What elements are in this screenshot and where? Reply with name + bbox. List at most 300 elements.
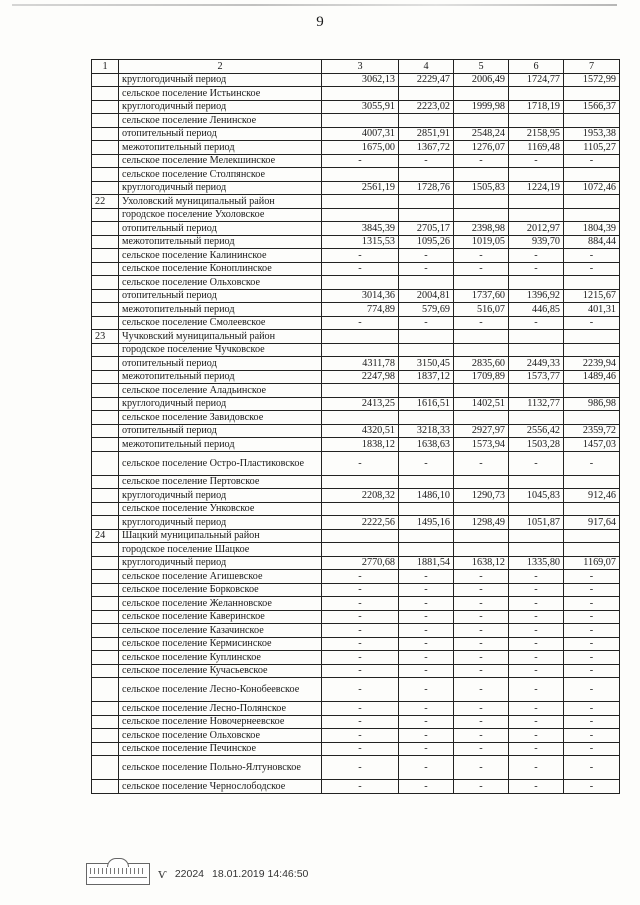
value-cell — [564, 343, 620, 357]
row-label: круглогодичный период — [119, 489, 322, 503]
row-index — [92, 357, 119, 371]
signature-mark: ѵ — [158, 866, 167, 882]
table-row — [92, 624, 620, 638]
value-cell — [322, 195, 399, 209]
value-cell: - — [509, 715, 564, 729]
value-cell: 2449,33 — [509, 357, 564, 371]
value-cell: - — [564, 316, 620, 330]
table-row — [92, 702, 620, 716]
value-cell: 1724,77 — [509, 73, 564, 87]
value-cell: - — [564, 756, 620, 780]
table-row — [92, 516, 620, 530]
value-cell: - — [399, 583, 454, 597]
value-cell: 2229,47 — [399, 73, 454, 87]
value-cell: - — [509, 664, 564, 678]
value-cell — [564, 114, 620, 128]
row-label: сельское поселение Лесно-Конобеевское — [119, 678, 322, 702]
value-cell: 2413,25 — [322, 397, 399, 411]
value-cell: 1169,48 — [509, 141, 564, 155]
table-row — [92, 208, 620, 222]
value-cell: 3062,13 — [322, 73, 399, 87]
value-cell: - — [399, 570, 454, 584]
value-cell: - — [509, 756, 564, 780]
value-cell: 2548,24 — [454, 127, 509, 141]
value-cell: 774,89 — [322, 303, 399, 317]
header-cell: 3 — [322, 60, 399, 74]
value-cell: - — [322, 583, 399, 597]
value-cell — [399, 502, 454, 516]
scan-top-edge — [12, 4, 617, 6]
value-cell — [454, 168, 509, 182]
row-index — [92, 516, 119, 530]
row-label: межотопительный период — [119, 370, 322, 384]
value-cell: - — [322, 702, 399, 716]
value-cell: - — [322, 742, 399, 756]
value-cell: 1051,87 — [509, 516, 564, 530]
value-cell: - — [564, 729, 620, 743]
value-cell: - — [454, 637, 509, 651]
value-cell — [564, 384, 620, 398]
value-cell — [509, 502, 564, 516]
table-row — [92, 357, 620, 371]
table-row — [92, 664, 620, 678]
table-row — [92, 384, 620, 398]
value-cell — [399, 208, 454, 222]
table-row — [92, 637, 620, 651]
value-cell: - — [454, 729, 509, 743]
value-cell: - — [509, 583, 564, 597]
value-cell — [399, 543, 454, 557]
row-label: межотопительный период — [119, 141, 322, 155]
value-cell — [509, 384, 564, 398]
value-cell: 1999,98 — [454, 100, 509, 114]
value-cell: 1728,76 — [399, 181, 454, 195]
value-cell — [564, 168, 620, 182]
value-cell: 2223,02 — [399, 100, 454, 114]
value-cell: 2770,68 — [322, 556, 399, 570]
table-row — [92, 249, 620, 263]
value-cell: - — [399, 597, 454, 611]
value-cell: - — [399, 742, 454, 756]
value-cell: - — [454, 610, 509, 624]
value-cell: 2851,91 — [399, 127, 454, 141]
value-cell: - — [564, 262, 620, 276]
value-cell: - — [509, 624, 564, 638]
table-row — [92, 100, 620, 114]
table-row — [92, 678, 620, 702]
value-cell — [322, 411, 399, 425]
value-cell: - — [509, 651, 564, 665]
value-cell: 2705,17 — [399, 222, 454, 236]
row-index — [92, 678, 119, 702]
table-row — [92, 583, 620, 597]
row-index — [92, 570, 119, 584]
value-cell — [322, 543, 399, 557]
value-cell — [322, 343, 399, 357]
value-cell: 1505,83 — [454, 181, 509, 195]
value-cell — [322, 475, 399, 489]
value-cell — [454, 114, 509, 128]
value-cell: - — [322, 715, 399, 729]
value-cell — [322, 529, 399, 543]
row-index — [92, 475, 119, 489]
row-label: круглогодичный период — [119, 397, 322, 411]
value-cell: - — [454, 597, 509, 611]
value-cell: 1276,07 — [454, 141, 509, 155]
value-cell: 1095,26 — [399, 235, 454, 249]
row-index — [92, 289, 119, 303]
value-cell: - — [509, 742, 564, 756]
value-cell: 516,07 — [454, 303, 509, 317]
table-row — [92, 651, 620, 665]
value-cell — [322, 502, 399, 516]
value-cell — [399, 529, 454, 543]
value-cell: - — [322, 780, 399, 794]
value-cell: - — [322, 570, 399, 584]
building-stamp-icon — [86, 863, 150, 885]
value-cell: 1019,05 — [454, 235, 509, 249]
value-cell: - — [399, 154, 454, 168]
value-cell: 401,31 — [564, 303, 620, 317]
value-cell: - — [399, 316, 454, 330]
row-index — [92, 651, 119, 665]
row-index — [92, 702, 119, 716]
value-cell: - — [322, 262, 399, 276]
table-row — [92, 756, 620, 780]
row-label: сельское поселение Аладьинское — [119, 384, 322, 398]
value-cell: 1804,39 — [564, 222, 620, 236]
table-row — [92, 195, 620, 209]
page-number: 9 — [316, 14, 324, 30]
row-label: сельское поселение Унковское — [119, 502, 322, 516]
value-cell — [509, 114, 564, 128]
value-cell: 1573,94 — [454, 438, 509, 452]
value-cell — [322, 87, 399, 101]
table-row — [92, 87, 620, 101]
row-label: сельское поселение Коноплинское — [119, 262, 322, 276]
value-cell: - — [399, 756, 454, 780]
value-cell: - — [322, 154, 399, 168]
value-cell: 1573,77 — [509, 370, 564, 384]
value-cell: 4311,78 — [322, 357, 399, 371]
value-cell: - — [564, 780, 620, 794]
value-cell: 1675,00 — [322, 141, 399, 155]
value-cell: - — [509, 780, 564, 794]
value-cell: - — [564, 702, 620, 716]
value-cell: - — [509, 637, 564, 651]
doc-datetime: 18.01.2019 14:46:50 — [212, 868, 309, 880]
value-cell — [509, 208, 564, 222]
value-cell — [509, 543, 564, 557]
value-cell: 2004,81 — [399, 289, 454, 303]
value-cell: - — [399, 715, 454, 729]
row-label: городское поселение Шацкое — [119, 543, 322, 557]
value-cell: - — [322, 651, 399, 665]
value-cell: 1616,51 — [399, 397, 454, 411]
value-cell: - — [399, 637, 454, 651]
row-label: сельское поселение Агишевское — [119, 570, 322, 584]
row-index: 22 — [92, 195, 119, 209]
row-label: сельское поселение Столпянское — [119, 168, 322, 182]
value-cell — [564, 330, 620, 344]
row-label: сельское поселение Пертовское — [119, 475, 322, 489]
value-cell: - — [509, 570, 564, 584]
row-index — [92, 411, 119, 425]
value-cell: 2556,42 — [509, 424, 564, 438]
value-cell — [399, 475, 454, 489]
value-cell: - — [509, 154, 564, 168]
value-cell: - — [399, 729, 454, 743]
row-index — [92, 502, 119, 516]
value-cell: 3014,36 — [322, 289, 399, 303]
value-cell: 917,64 — [564, 516, 620, 530]
table-row — [92, 330, 620, 344]
row-index — [92, 742, 119, 756]
value-cell — [454, 502, 509, 516]
row-label: круглогодичный период — [119, 516, 322, 530]
row-index — [92, 168, 119, 182]
value-cell — [322, 114, 399, 128]
row-index — [92, 73, 119, 87]
value-cell: - — [454, 624, 509, 638]
value-cell: - — [509, 451, 564, 475]
row-index — [92, 316, 119, 330]
value-cell: 2208,32 — [322, 489, 399, 503]
value-cell: - — [322, 756, 399, 780]
value-cell: 1132,77 — [509, 397, 564, 411]
value-cell: 579,69 — [399, 303, 454, 317]
value-cell: - — [564, 637, 620, 651]
value-cell — [509, 411, 564, 425]
row-index — [92, 343, 119, 357]
value-cell: - — [454, 742, 509, 756]
row-label: сельское поселение Каверинское — [119, 610, 322, 624]
value-cell: 2239,94 — [564, 357, 620, 371]
value-cell: - — [509, 262, 564, 276]
value-cell: 986,98 — [564, 397, 620, 411]
row-index — [92, 543, 119, 557]
value-cell — [509, 276, 564, 290]
value-cell: 1837,12 — [399, 370, 454, 384]
value-cell: 912,46 — [564, 489, 620, 503]
value-cell: 1457,03 — [564, 438, 620, 452]
value-cell: 1737,60 — [454, 289, 509, 303]
row-label: сельское поселение Польно-Ялтуновское — [119, 756, 322, 780]
row-label: круглогодичный период — [119, 100, 322, 114]
table-row — [92, 289, 620, 303]
row-index — [92, 154, 119, 168]
row-label: межотопительный период — [119, 235, 322, 249]
value-cell: - — [564, 610, 620, 624]
value-cell — [564, 276, 620, 290]
value-cell — [564, 529, 620, 543]
row-index — [92, 384, 119, 398]
value-cell — [454, 543, 509, 557]
value-cell: - — [564, 651, 620, 665]
row-index — [92, 624, 119, 638]
row-index — [92, 780, 119, 794]
value-cell: - — [564, 154, 620, 168]
table-row — [92, 168, 620, 182]
table-row — [92, 780, 620, 794]
row-label: круглогодичный период — [119, 73, 322, 87]
table-row — [92, 570, 620, 584]
value-cell: 2012,97 — [509, 222, 564, 236]
table-row — [92, 451, 620, 475]
row-label: сельское поселение Истьинское — [119, 87, 322, 101]
value-cell: - — [509, 249, 564, 263]
row-index — [92, 208, 119, 222]
row-label: сельское поселение Кермисинское — [119, 637, 322, 651]
table-row — [92, 502, 620, 516]
row-index — [92, 438, 119, 452]
value-cell: - — [509, 702, 564, 716]
row-index — [92, 370, 119, 384]
value-cell — [564, 208, 620, 222]
value-cell: - — [322, 597, 399, 611]
row-label: отопительный период — [119, 424, 322, 438]
value-cell: 2006,49 — [454, 73, 509, 87]
value-cell: 446,85 — [509, 303, 564, 317]
value-cell — [322, 208, 399, 222]
value-cell — [564, 543, 620, 557]
value-cell: 3150,45 — [399, 357, 454, 371]
value-cell — [454, 475, 509, 489]
value-cell: 1495,16 — [399, 516, 454, 530]
value-cell: - — [399, 249, 454, 263]
row-label: Чучковский муниципальный район — [119, 330, 322, 344]
row-label: сельское поселение Ольховское — [119, 276, 322, 290]
value-cell: 884,44 — [564, 235, 620, 249]
row-label: межотопительный период — [119, 438, 322, 452]
value-cell: - — [564, 583, 620, 597]
table-row — [92, 742, 620, 756]
value-cell — [454, 343, 509, 357]
row-label: круглогодичный период — [119, 556, 322, 570]
value-cell: - — [564, 597, 620, 611]
table-row — [92, 438, 620, 452]
row-index — [92, 114, 119, 128]
row-index — [92, 729, 119, 743]
value-cell — [322, 276, 399, 290]
value-cell: - — [564, 678, 620, 702]
row-label: сельское поселение Чернослободское — [119, 780, 322, 794]
header-cell: 6 — [509, 60, 564, 74]
value-cell: 1298,49 — [454, 516, 509, 530]
table-row — [92, 556, 620, 570]
row-label: сельское поселение Калининское — [119, 249, 322, 263]
header-cell: 5 — [454, 60, 509, 74]
value-cell: - — [509, 729, 564, 743]
table-row — [92, 73, 620, 87]
row-label: сельское поселение Желанновское — [119, 597, 322, 611]
value-cell: 1402,51 — [454, 397, 509, 411]
value-cell: 4320,51 — [322, 424, 399, 438]
value-cell: 1367,72 — [399, 141, 454, 155]
table-row — [92, 127, 620, 141]
header-cell: 2 — [119, 60, 322, 74]
value-cell — [509, 343, 564, 357]
table-row — [92, 181, 620, 195]
value-cell: 2247,98 — [322, 370, 399, 384]
value-cell — [454, 87, 509, 101]
value-cell — [564, 475, 620, 489]
value-cell: - — [322, 451, 399, 475]
row-label: межотопительный период — [119, 303, 322, 317]
value-cell — [454, 330, 509, 344]
value-cell — [454, 384, 509, 398]
value-cell: - — [509, 678, 564, 702]
value-cell — [564, 411, 620, 425]
value-cell: 1215,67 — [564, 289, 620, 303]
header-cell: 4 — [399, 60, 454, 74]
row-index — [92, 451, 119, 475]
value-cell — [454, 276, 509, 290]
table-row — [92, 529, 620, 543]
value-cell: - — [454, 316, 509, 330]
value-cell: 2158,95 — [509, 127, 564, 141]
row-index — [92, 222, 119, 236]
value-cell — [564, 195, 620, 209]
value-cell: - — [454, 664, 509, 678]
table-row — [92, 154, 620, 168]
value-cell: - — [564, 715, 620, 729]
value-cell: - — [454, 780, 509, 794]
table-header-row — [92, 60, 620, 74]
value-cell — [322, 384, 399, 398]
value-cell: 2359,72 — [564, 424, 620, 438]
value-cell — [509, 330, 564, 344]
row-index — [92, 141, 119, 155]
table-row — [92, 397, 620, 411]
row-label: отопительный период — [119, 222, 322, 236]
value-cell — [322, 168, 399, 182]
value-cell: 3845,39 — [322, 222, 399, 236]
row-index — [92, 489, 119, 503]
value-cell: 1953,38 — [564, 127, 620, 141]
row-index — [92, 100, 119, 114]
value-cell: - — [322, 316, 399, 330]
value-cell: - — [454, 583, 509, 597]
value-cell: - — [322, 664, 399, 678]
row-index — [92, 181, 119, 195]
value-cell: 1489,46 — [564, 370, 620, 384]
doc-number: 22024 — [174, 868, 205, 880]
row-index — [92, 756, 119, 780]
value-cell — [399, 168, 454, 182]
table-row — [92, 316, 620, 330]
value-cell: - — [454, 702, 509, 716]
table-row — [92, 411, 620, 425]
value-cell: - — [322, 637, 399, 651]
row-label: сельское поселение Ольховское — [119, 729, 322, 743]
row-index — [92, 87, 119, 101]
value-cell: 1503,28 — [509, 438, 564, 452]
value-cell: 2561,19 — [322, 181, 399, 195]
table-row — [92, 729, 620, 743]
table-row — [92, 235, 620, 249]
row-index — [92, 715, 119, 729]
value-cell: 1169,07 — [564, 556, 620, 570]
row-label: сельское поселение Завидовское — [119, 411, 322, 425]
table-row — [92, 114, 620, 128]
table-row — [92, 489, 620, 503]
table-row — [92, 262, 620, 276]
value-cell: - — [564, 742, 620, 756]
row-label: сельское поселение Лесно-Полянское — [119, 702, 322, 716]
value-cell: - — [564, 570, 620, 584]
value-cell: - — [454, 570, 509, 584]
